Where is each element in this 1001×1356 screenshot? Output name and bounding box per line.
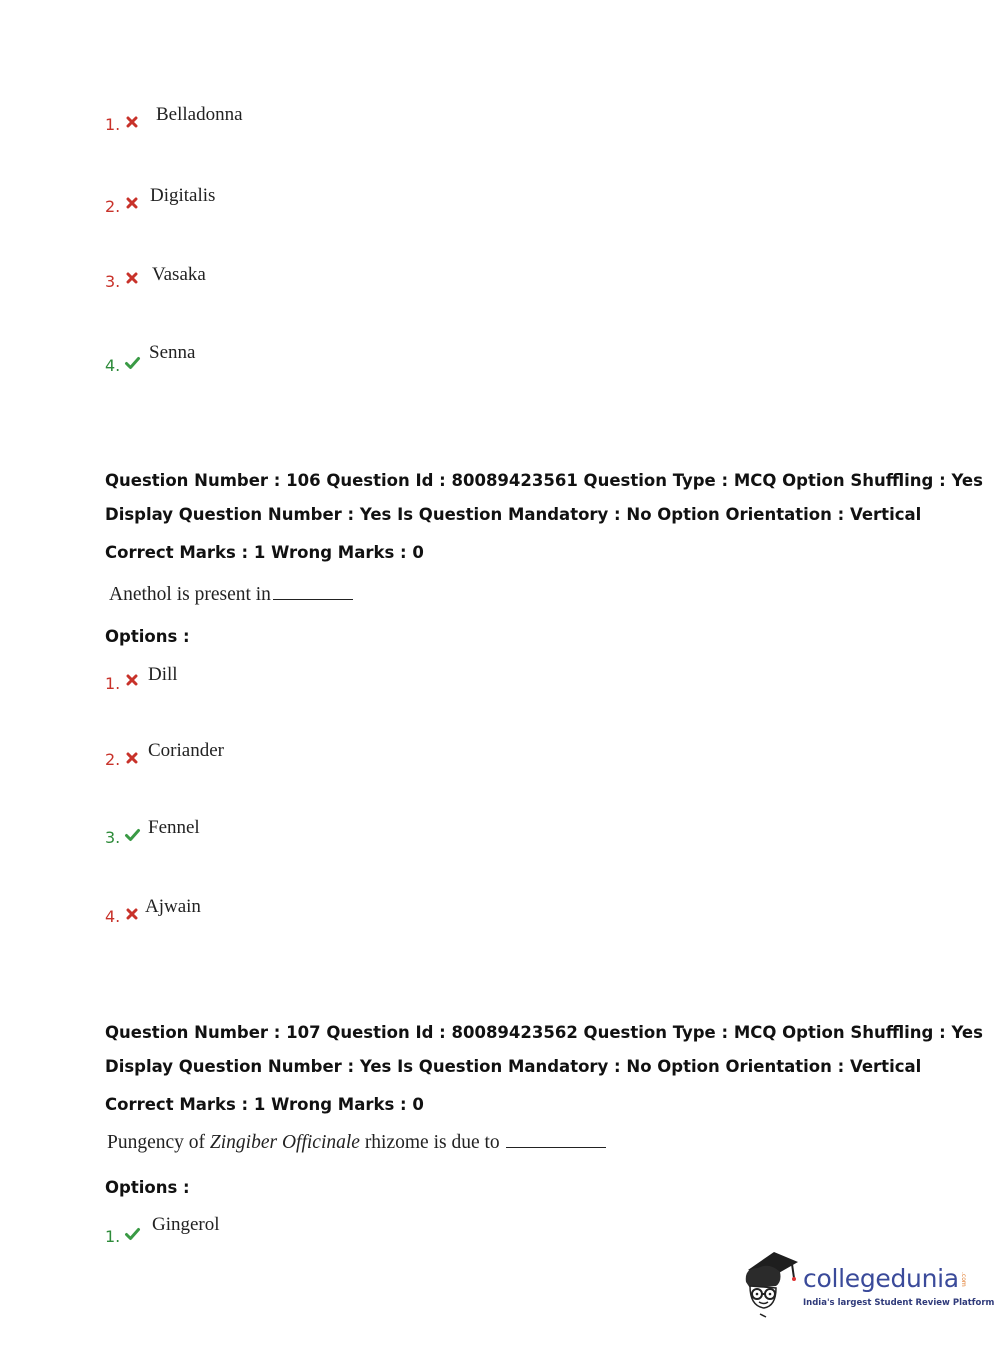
- question-meta-line1: Question Number : 107 Question Id : 80089423562 Question Type : MCQ Option Shuffling : Yes: [105, 1023, 983, 1042]
- option-number: 1.: [105, 115, 121, 134]
- check-icon: [124, 828, 141, 842]
- logo-tagline: India's largest Student Review Platform: [803, 1298, 995, 1308]
- cross-icon: [125, 115, 139, 129]
- question-meta-line2: Display Question Number : Yes Is Question Mandatory : No Option Orientation : Vertical: [105, 505, 922, 524]
- option-text: Senna: [149, 342, 196, 363]
- option-number: 2.: [105, 750, 121, 769]
- mascot-icon: [740, 1248, 802, 1320]
- check-icon: [124, 356, 141, 370]
- option-number: 3.: [105, 272, 121, 291]
- option-text: Ajwain: [145, 896, 201, 917]
- option-text: Belladonna: [156, 104, 243, 125]
- option-text: Vasaka: [152, 264, 206, 285]
- question-marks: Correct Marks : 1 Wrong Marks : 0: [105, 543, 424, 562]
- cross-icon: [125, 271, 139, 285]
- option-number: 3.: [105, 828, 121, 847]
- cross-icon: [125, 196, 139, 210]
- question-text: [109, 585, 353, 605]
- logo-com-suffix: .com: [960, 1272, 967, 1287]
- question-marks: Correct Marks : 1 Wrong Marks : 0: [105, 1095, 424, 1114]
- check-icon: [124, 1227, 141, 1241]
- question-text-after: rhizome is due to: [359, 1132, 500, 1153]
- question-meta-line1: Question Number : 106 Question Id : 80089423561 Question Type : MCQ Option Shuffling : Yes: [105, 471, 983, 490]
- option-number: 2.: [105, 197, 121, 216]
- cross-icon: [125, 673, 139, 687]
- option-text: Digitalis: [150, 185, 216, 206]
- species-name: Zingiber Officinale: [209, 1132, 360, 1153]
- options-label: Options :: [105, 627, 190, 646]
- option-number: 1.: [105, 1227, 121, 1246]
- logo-wordmark: collegedunia: [803, 1264, 959, 1293]
- options-label: Options :: [105, 1178, 190, 1197]
- answer-blank: [506, 1146, 606, 1148]
- option-number: 4.: [105, 907, 121, 926]
- option-text: Dill: [148, 664, 178, 685]
- cross-icon: [125, 907, 139, 921]
- option-text: Gingerol: [152, 1214, 220, 1235]
- answer-blank: [273, 598, 353, 600]
- option-number: 1.: [105, 674, 121, 693]
- question-text-before: Pungency of: [107, 1132, 210, 1153]
- option-text: Fennel: [148, 817, 200, 838]
- question-meta-line2: Display Question Number : Yes Is Question Mandatory : No Option Orientation : Vertical: [105, 1057, 922, 1076]
- option-text: Coriander: [148, 740, 224, 761]
- cross-icon: [125, 751, 139, 765]
- question-text-main: Anethol is present in: [109, 584, 271, 605]
- option-number: 4.: [105, 356, 121, 375]
- question-text: [107, 1133, 606, 1153]
